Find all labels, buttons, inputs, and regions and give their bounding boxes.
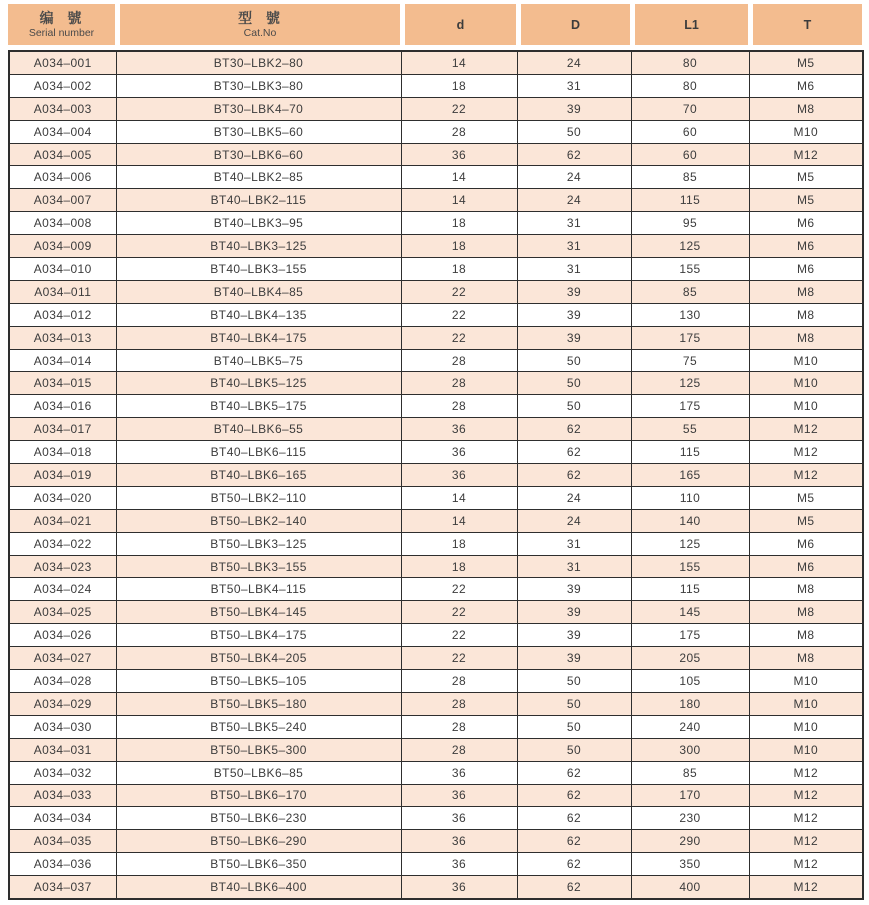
cell-T: M12 (749, 784, 863, 807)
cell-model: BT40–LBK3–155 (116, 258, 401, 281)
table-row (9, 395, 863, 418)
cell-L1: 175 (631, 624, 749, 647)
cell-model: BT50–LBK6–290 (116, 830, 401, 853)
cell-T: M10 (749, 120, 863, 143)
col-header-model-zh: 型 號 (238, 9, 282, 26)
cell-serial: A034–025 (9, 601, 116, 624)
cell-d: 28 (401, 670, 517, 693)
cell-d: 28 (401, 120, 517, 143)
col-header-T (748, 4, 862, 45)
cell-L1: 115 (631, 189, 749, 212)
cell-model: BT40–LBK6–55 (116, 418, 401, 441)
cell-T: M10 (749, 692, 863, 715)
cell-D: 50 (517, 372, 631, 395)
cell-T: M10 (749, 738, 863, 761)
cell-model: BT40–LBK4–175 (116, 326, 401, 349)
cell-T: M12 (749, 853, 863, 876)
table-row (9, 715, 863, 738)
table-row (9, 738, 863, 761)
cell-D: 62 (517, 464, 631, 487)
table-row (9, 464, 863, 487)
cell-L1: 180 (631, 692, 749, 715)
cell-serial: A034–002 (9, 74, 116, 97)
cell-T: M8 (749, 624, 863, 647)
cell-L1: 130 (631, 303, 749, 326)
cell-T: M8 (749, 280, 863, 303)
table-row (9, 647, 863, 670)
cell-serial: A034–005 (9, 143, 116, 166)
cell-D: 50 (517, 395, 631, 418)
cell-T: M5 (749, 166, 863, 189)
cell-serial: A034–021 (9, 509, 116, 532)
cell-T: M12 (749, 418, 863, 441)
cell-T: M8 (749, 97, 863, 120)
cell-serial: A034–011 (9, 280, 116, 303)
cell-L1: 230 (631, 807, 749, 830)
table-row (9, 349, 863, 372)
cell-D: 62 (517, 143, 631, 166)
cell-d: 14 (401, 509, 517, 532)
cell-L1: 80 (631, 74, 749, 97)
cell-serial: A034–029 (9, 692, 116, 715)
col-header-d-label: d (456, 17, 465, 32)
cell-model: BT50–LBK6–85 (116, 761, 401, 784)
cell-T: M8 (749, 326, 863, 349)
cell-T: M6 (749, 74, 863, 97)
cell-serial: A034–031 (9, 738, 116, 761)
cell-serial: A034–015 (9, 372, 116, 395)
cell-model: BT40–LBK5–175 (116, 395, 401, 418)
cell-T: M12 (749, 464, 863, 487)
cell-L1: 115 (631, 441, 749, 464)
cell-D: 62 (517, 853, 631, 876)
table-row (9, 853, 863, 876)
cell-model: BT40–LBK3–95 (116, 212, 401, 235)
table-row (9, 486, 863, 509)
cell-T: M8 (749, 647, 863, 670)
cell-model: BT50–LBK2–110 (116, 486, 401, 509)
cell-T: M8 (749, 601, 863, 624)
cell-serial: A034–023 (9, 555, 116, 578)
cell-d: 22 (401, 578, 517, 601)
table-row (9, 830, 863, 853)
cell-serial: A034–035 (9, 830, 116, 853)
table-row (9, 166, 863, 189)
cell-model: BT30–LBK3–80 (116, 74, 401, 97)
cell-model: BT50–LBK6–170 (116, 784, 401, 807)
table-row (9, 761, 863, 784)
cell-L1: 85 (631, 166, 749, 189)
cell-L1: 125 (631, 235, 749, 258)
col-header-model (115, 4, 400, 45)
cell-D: 50 (517, 670, 631, 693)
cell-D: 31 (517, 212, 631, 235)
cell-D: 24 (517, 189, 631, 212)
cell-T: M12 (749, 441, 863, 464)
col-header-serial-en: Serial number (28, 26, 95, 39)
cell-model: BT40–LBK4–85 (116, 280, 401, 303)
col-header-serial (8, 4, 115, 45)
cell-serial: A034–017 (9, 418, 116, 441)
table-row (9, 326, 863, 349)
cell-D: 24 (517, 486, 631, 509)
cell-d: 36 (401, 853, 517, 876)
cell-L1: 140 (631, 509, 749, 532)
cell-D: 39 (517, 647, 631, 670)
cell-serial: A034–001 (9, 51, 116, 74)
cell-model: BT50–LBK5–180 (116, 692, 401, 715)
cell-model: BT30–LBK5–60 (116, 120, 401, 143)
cell-D: 39 (517, 326, 631, 349)
cell-model: BT50–LBK4–145 (116, 601, 401, 624)
cell-serial: A034–036 (9, 853, 116, 876)
cell-T: M12 (749, 143, 863, 166)
cell-D: 62 (517, 830, 631, 853)
cell-L1: 350 (631, 853, 749, 876)
table-row (9, 509, 863, 532)
cell-model: BT50–LBK6–350 (116, 853, 401, 876)
cell-serial: A034–018 (9, 441, 116, 464)
cell-D: 39 (517, 280, 631, 303)
cell-T: M12 (749, 830, 863, 853)
cell-D: 39 (517, 303, 631, 326)
cell-L1: 85 (631, 280, 749, 303)
cell-L1: 75 (631, 349, 749, 372)
cell-D: 31 (517, 532, 631, 555)
cell-L1: 290 (631, 830, 749, 853)
cell-d: 36 (401, 761, 517, 784)
cell-serial: A034–012 (9, 303, 116, 326)
cell-d: 14 (401, 189, 517, 212)
cell-model: BT50–LBK3–155 (116, 555, 401, 578)
cell-d: 18 (401, 532, 517, 555)
cell-D: 39 (517, 624, 631, 647)
cell-D: 50 (517, 120, 631, 143)
cell-serial: A034–033 (9, 784, 116, 807)
table-row (9, 303, 863, 326)
cell-d: 36 (401, 441, 517, 464)
cell-d: 22 (401, 326, 517, 349)
cell-d: 28 (401, 372, 517, 395)
cell-d: 22 (401, 97, 517, 120)
cell-L1: 110 (631, 486, 749, 509)
cell-d: 28 (401, 349, 517, 372)
cell-serial: A034–010 (9, 258, 116, 281)
cell-L1: 70 (631, 97, 749, 120)
cell-serial: A034–032 (9, 761, 116, 784)
cell-D: 62 (517, 876, 631, 899)
cell-d: 36 (401, 807, 517, 830)
cell-D: 31 (517, 555, 631, 578)
spec-table-body (9, 51, 863, 899)
cell-L1: 175 (631, 395, 749, 418)
cell-L1: 155 (631, 555, 749, 578)
table-row (9, 578, 863, 601)
cell-serial: A034–016 (9, 395, 116, 418)
table-row (9, 876, 863, 899)
cell-d: 28 (401, 715, 517, 738)
cell-model: BT40–LBK6–400 (116, 876, 401, 899)
cell-T: M5 (749, 189, 863, 212)
cell-serial: A034–013 (9, 326, 116, 349)
cell-model: BT30–LBK4–70 (116, 97, 401, 120)
cell-T: M6 (749, 258, 863, 281)
cell-model: BT40–LBK3–125 (116, 235, 401, 258)
cell-serial: A034–007 (9, 189, 116, 212)
cell-L1: 145 (631, 601, 749, 624)
cell-model: BT50–LBK5–300 (116, 738, 401, 761)
cell-T: M10 (749, 372, 863, 395)
cell-model: BT50–LBK3–125 (116, 532, 401, 555)
cell-serial: A034–028 (9, 670, 116, 693)
cell-d: 28 (401, 395, 517, 418)
cell-d: 28 (401, 692, 517, 715)
cell-L1: 95 (631, 212, 749, 235)
cell-L1: 400 (631, 876, 749, 899)
col-header-serial-zh: 编 號 (39, 9, 84, 26)
cell-D: 31 (517, 235, 631, 258)
cell-serial: A034–034 (9, 807, 116, 830)
cell-L1: 170 (631, 784, 749, 807)
table-row (9, 97, 863, 120)
cell-serial: A034–030 (9, 715, 116, 738)
table-row (9, 235, 863, 258)
table-row (9, 74, 863, 97)
cell-d: 18 (401, 74, 517, 97)
cell-D: 62 (517, 441, 631, 464)
cell-serial: A034–004 (9, 120, 116, 143)
cell-serial: A034–006 (9, 166, 116, 189)
cell-T: M12 (749, 807, 863, 830)
table-row (9, 532, 863, 555)
cell-D: 50 (517, 349, 631, 372)
cell-d: 18 (401, 258, 517, 281)
cell-d: 18 (401, 235, 517, 258)
cell-D: 50 (517, 715, 631, 738)
cell-d: 18 (401, 212, 517, 235)
cell-serial: A034–008 (9, 212, 116, 235)
cell-model: BT40–LBK6–165 (116, 464, 401, 487)
cell-d: 36 (401, 830, 517, 853)
cell-serial: A034–019 (9, 464, 116, 487)
cell-d: 22 (401, 601, 517, 624)
col-header-D (516, 4, 630, 45)
cell-d: 36 (401, 464, 517, 487)
cell-d: 36 (401, 784, 517, 807)
table-row (9, 624, 863, 647)
cell-T: M6 (749, 555, 863, 578)
cell-serial: A034–022 (9, 532, 116, 555)
cell-T: M5 (749, 486, 863, 509)
cell-L1: 105 (631, 670, 749, 693)
table-row (9, 692, 863, 715)
cell-L1: 240 (631, 715, 749, 738)
cell-T: M10 (749, 395, 863, 418)
table-row (9, 258, 863, 281)
cell-D: 31 (517, 74, 631, 97)
table-row (9, 280, 863, 303)
cell-D: 62 (517, 761, 631, 784)
cell-D: 39 (517, 97, 631, 120)
table-row (9, 51, 863, 74)
cell-L1: 155 (631, 258, 749, 281)
cell-model: BT40–LBK2–115 (116, 189, 401, 212)
table-header-row (8, 4, 862, 45)
cell-L1: 60 (631, 120, 749, 143)
cell-L1: 165 (631, 464, 749, 487)
cell-serial: A034–027 (9, 647, 116, 670)
col-header-model-en: Cat.No (243, 26, 277, 39)
cell-model: BT50–LBK4–175 (116, 624, 401, 647)
cell-D: 50 (517, 738, 631, 761)
cell-serial: A034–024 (9, 578, 116, 601)
cell-T: M6 (749, 212, 863, 235)
cell-D: 62 (517, 418, 631, 441)
cell-D: 62 (517, 807, 631, 830)
cell-L1: 205 (631, 647, 749, 670)
cell-model: BT50–LBK4–205 (116, 647, 401, 670)
cell-L1: 115 (631, 578, 749, 601)
cell-L1: 55 (631, 418, 749, 441)
table-row (9, 784, 863, 807)
table-row (9, 189, 863, 212)
cell-T: M6 (749, 235, 863, 258)
cell-model: BT40–LBK4–135 (116, 303, 401, 326)
cell-model: BT40–LBK2–85 (116, 166, 401, 189)
cell-serial: A034–014 (9, 349, 116, 372)
cell-L1: 60 (631, 143, 749, 166)
cell-L1: 125 (631, 532, 749, 555)
cell-d: 22 (401, 624, 517, 647)
col-header-L1 (630, 4, 748, 45)
table-row (9, 372, 863, 395)
cell-D: 31 (517, 258, 631, 281)
col-header-D-label: D (570, 17, 581, 32)
cell-d: 14 (401, 166, 517, 189)
table-row (9, 212, 863, 235)
cell-L1: 85 (631, 761, 749, 784)
col-header-d (400, 4, 516, 45)
table-row (9, 120, 863, 143)
cell-d: 22 (401, 280, 517, 303)
cell-T: M12 (749, 876, 863, 899)
cell-L1: 175 (631, 326, 749, 349)
cell-T: M8 (749, 578, 863, 601)
table-row (9, 418, 863, 441)
cell-D: 62 (517, 784, 631, 807)
table-row (9, 670, 863, 693)
cell-serial: A034–009 (9, 235, 116, 258)
cell-model: BT40–LBK5–125 (116, 372, 401, 395)
cell-d: 36 (401, 876, 517, 899)
cell-D: 24 (517, 166, 631, 189)
cell-T: M5 (749, 509, 863, 532)
cell-serial: A034–037 (9, 876, 116, 899)
cell-T: M8 (749, 303, 863, 326)
cell-model: BT50–LBK2–140 (116, 509, 401, 532)
col-header-T-label: T (803, 17, 812, 32)
cell-D: 39 (517, 601, 631, 624)
cell-T: M10 (749, 715, 863, 738)
table-row (9, 601, 863, 624)
cell-T: M10 (749, 349, 863, 372)
cell-model: BT30–LBK6–60 (116, 143, 401, 166)
cell-L1: 300 (631, 738, 749, 761)
cell-serial: A034–020 (9, 486, 116, 509)
cell-d: 18 (401, 555, 517, 578)
cell-T: M6 (749, 532, 863, 555)
table-row (9, 555, 863, 578)
cell-d: 28 (401, 738, 517, 761)
cell-d: 36 (401, 143, 517, 166)
col-header-L1-label: L1 (684, 17, 699, 32)
spec-table (8, 50, 864, 900)
cell-d: 22 (401, 303, 517, 326)
cell-model: BT50–LBK5–240 (116, 715, 401, 738)
cell-model: BT40–LBK5–75 (116, 349, 401, 372)
cell-D: 24 (517, 51, 631, 74)
cell-T: M10 (749, 670, 863, 693)
cell-model: BT50–LBK4–115 (116, 578, 401, 601)
cell-L1: 80 (631, 51, 749, 74)
cell-d: 36 (401, 418, 517, 441)
cell-d: 22 (401, 647, 517, 670)
cell-T: M5 (749, 51, 863, 74)
table-row (9, 807, 863, 830)
cell-d: 14 (401, 51, 517, 74)
table-row (9, 441, 863, 464)
cell-serial: A034–003 (9, 97, 116, 120)
cell-D: 50 (517, 692, 631, 715)
cell-model: BT40–LBK6–115 (116, 441, 401, 464)
cell-model: BT50–LBK5–105 (116, 670, 401, 693)
cell-model: BT30–LBK2–80 (116, 51, 401, 74)
cell-T: M12 (749, 761, 863, 784)
cell-L1: 125 (631, 372, 749, 395)
cell-D: 24 (517, 509, 631, 532)
cell-model: BT50–LBK6–230 (116, 807, 401, 830)
cell-serial: A034–026 (9, 624, 116, 647)
table-row (9, 143, 863, 166)
cell-D: 39 (517, 578, 631, 601)
cell-d: 14 (401, 486, 517, 509)
